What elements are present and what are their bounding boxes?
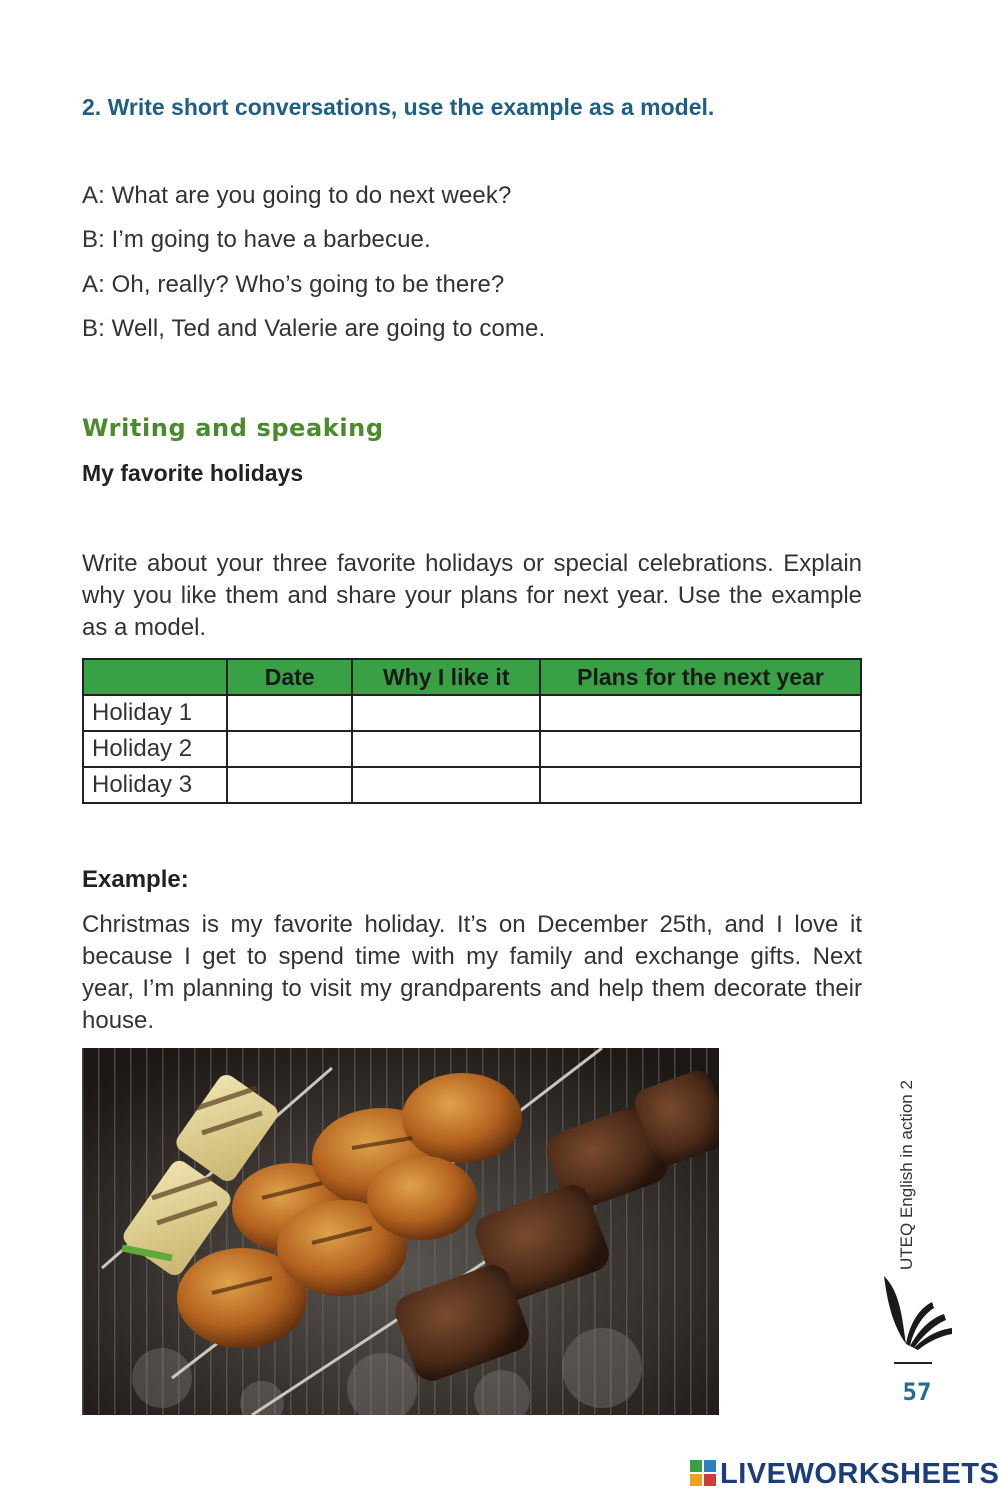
exercise-heading: 2. Write short conversations, use the example as a model. <box>82 94 715 120</box>
table-row <box>83 731 861 767</box>
table-header-why: Why I like it <box>352 659 539 695</box>
instructions-paragraph: Write about your three favorite holidays or special celebrations. Explain why you like them and share your plans for next year. Use the example as a model. <box>82 550 862 641</box>
cell-why-1[interactable] <box>352 695 539 731</box>
table-header-row <box>83 659 861 695</box>
cell-plans-1[interactable] <box>540 695 861 731</box>
cell-plans-3[interactable] <box>540 767 861 803</box>
table-row <box>83 767 861 803</box>
table-header-date: Date <box>227 659 353 695</box>
cell-date-2[interactable] <box>227 731 353 767</box>
table-header-plans: Plans for the next year <box>540 659 861 695</box>
section-subtitle: My favorite holidays <box>82 460 304 486</box>
cell-why-2[interactable] <box>352 731 539 767</box>
table-header-corner <box>83 659 227 695</box>
conversation-line-3: A: Oh, really? Who’s going to be there? <box>82 271 505 298</box>
cell-plans-2[interactable] <box>540 731 861 767</box>
barbecue-grill-photo <box>82 1048 719 1415</box>
watermark-text: LIVEWORKSHEETS <box>720 1458 999 1490</box>
example-paragraph: Christmas is my favorite holiday. It’s on December 25th, and I love it because I get to spend time with my family and exchange gifts. Next year, I’m planning to visit my grandparents and help them decorate their house. <box>82 911 862 1034</box>
row-label: Holiday 3 <box>83 767 227 803</box>
page-number-rule <box>894 1362 932 1364</box>
row-label: Holiday 1 <box>83 695 227 731</box>
conversation-line-2: B: I’m going to have a barbecue. <box>82 226 431 253</box>
example-label: Example: <box>82 866 189 893</box>
cell-date-3[interactable] <box>227 767 353 803</box>
cell-why-3[interactable] <box>352 767 539 803</box>
book-title: UTEQ English in action 2 <box>897 1080 916 1270</box>
section-title: Writing and speaking <box>82 414 384 442</box>
liveworksheets-logo-icon <box>690 1460 716 1494</box>
liveworksheets-watermark[interactable] <box>690 1458 999 1494</box>
holidays-table <box>82 658 862 804</box>
conversation-line-1: A: What are you going to do next week? <box>82 182 512 209</box>
open-book-logo-icon <box>880 1272 956 1352</box>
conversation-line-4: B: Well, Ted and Valerie are going to come. <box>82 315 546 342</box>
page-number: 57 <box>902 1378 932 1406</box>
table-row <box>83 695 861 731</box>
cell-date-1[interactable] <box>227 695 353 731</box>
row-label: Holiday 2 <box>83 731 227 767</box>
